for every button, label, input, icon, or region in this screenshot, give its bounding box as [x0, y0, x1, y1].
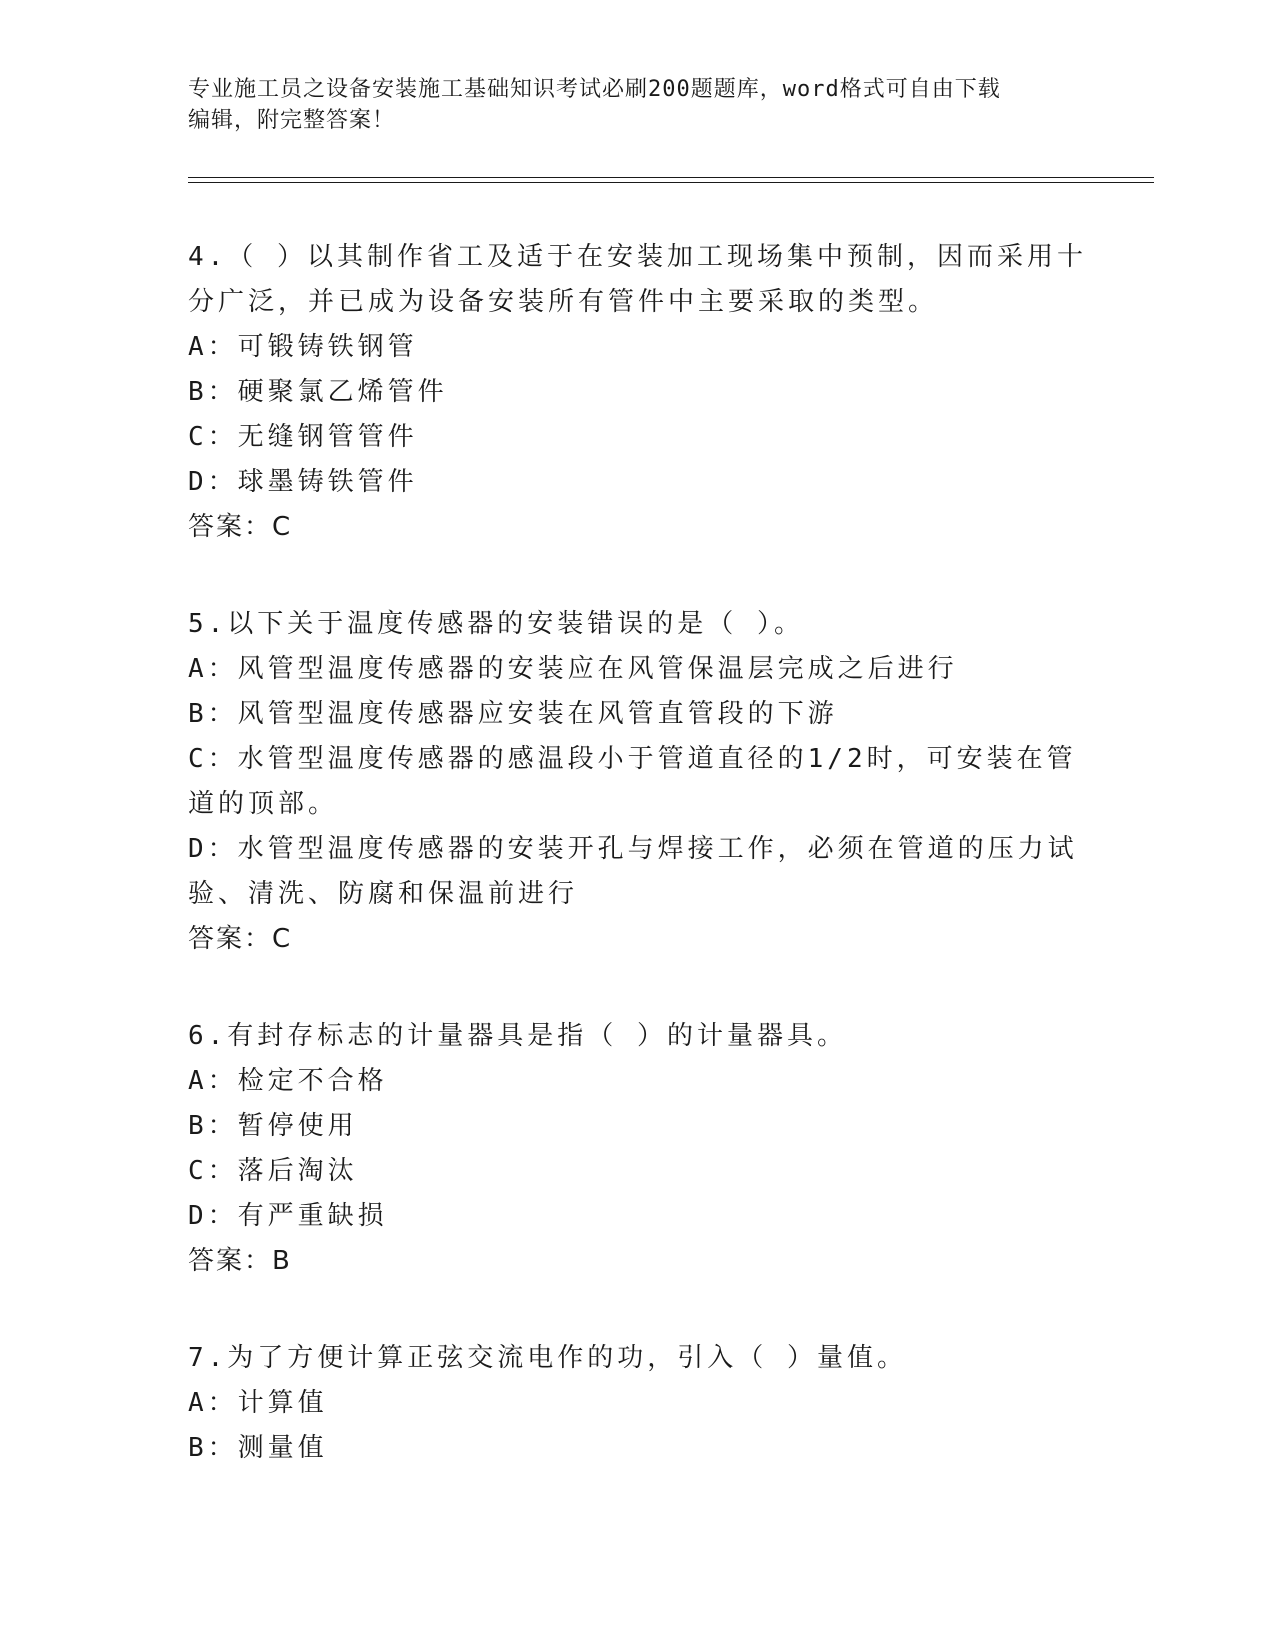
- question-stem: 4.（ ）以其制作省工及适于在安装加工现场集中预制，因而采用十分广泛，并已成为设备安装所有管件中主要采取的类型。: [188, 242, 1087, 317]
- question-list: [188, 235, 1088, 1471]
- option-b: B：风管型温度传感器应安装在风管直管段的下游: [188, 699, 838, 729]
- option-a: A：计算值: [188, 1388, 328, 1418]
- answer: 答案：C: [188, 924, 293, 954]
- answer: 答案：B: [188, 1246, 292, 1276]
- question-7: [188, 1336, 1088, 1471]
- header-title-line-1: 专业施工员之设备安装施工基础知识考试必刷200题题库，word格式可自由下载: [188, 77, 1001, 102]
- question-5: [188, 602, 1088, 962]
- header-divider-top: [188, 177, 1154, 178]
- option-b: B：暂停使用: [188, 1111, 358, 1141]
- option-c: C：水管型温度传感器的感温段小于管道直径的1/2时，可安装在管道的顶部。: [188, 744, 1077, 819]
- option-c: C：落后淘汰: [188, 1156, 358, 1186]
- option-b: B：测量值: [188, 1433, 328, 1463]
- question-6: [188, 1014, 1088, 1284]
- question-4: [188, 235, 1088, 550]
- option-a: A：可锻铸铁钢管: [188, 332, 418, 362]
- answer: 答案：C: [188, 512, 293, 542]
- question-stem: 5.以下关于温度传感器的安装错误的是（ ）。: [188, 609, 804, 639]
- option-c: C：无缝钢管管件: [188, 422, 418, 452]
- option-a: A：风管型温度传感器的安装应在风管保温层完成之后进行: [188, 654, 958, 684]
- question-stem: 6.有封存标志的计量器具是指（ ）的计量器具。: [188, 1021, 847, 1051]
- header-title-line-2: 编辑，附完整答案！: [188, 108, 396, 133]
- option-d: D：有严重缺损: [188, 1201, 388, 1231]
- question-stem: 7.为了方便计算正弦交流电作的功，引入（ ）量值。: [188, 1343, 907, 1373]
- option-b: B：硬聚氯乙烯管件: [188, 377, 448, 407]
- option-d: D：水管型温度传感器的安装开孔与焊接工作，必须在管道的压力试验、清洗、防腐和保温前进行: [188, 834, 1078, 909]
- option-a: A：检定不合格: [188, 1066, 388, 1096]
- header-divider-bottom: [188, 182, 1154, 183]
- option-d: D：球墨铸铁管件: [188, 467, 418, 497]
- document-header: [188, 74, 1068, 136]
